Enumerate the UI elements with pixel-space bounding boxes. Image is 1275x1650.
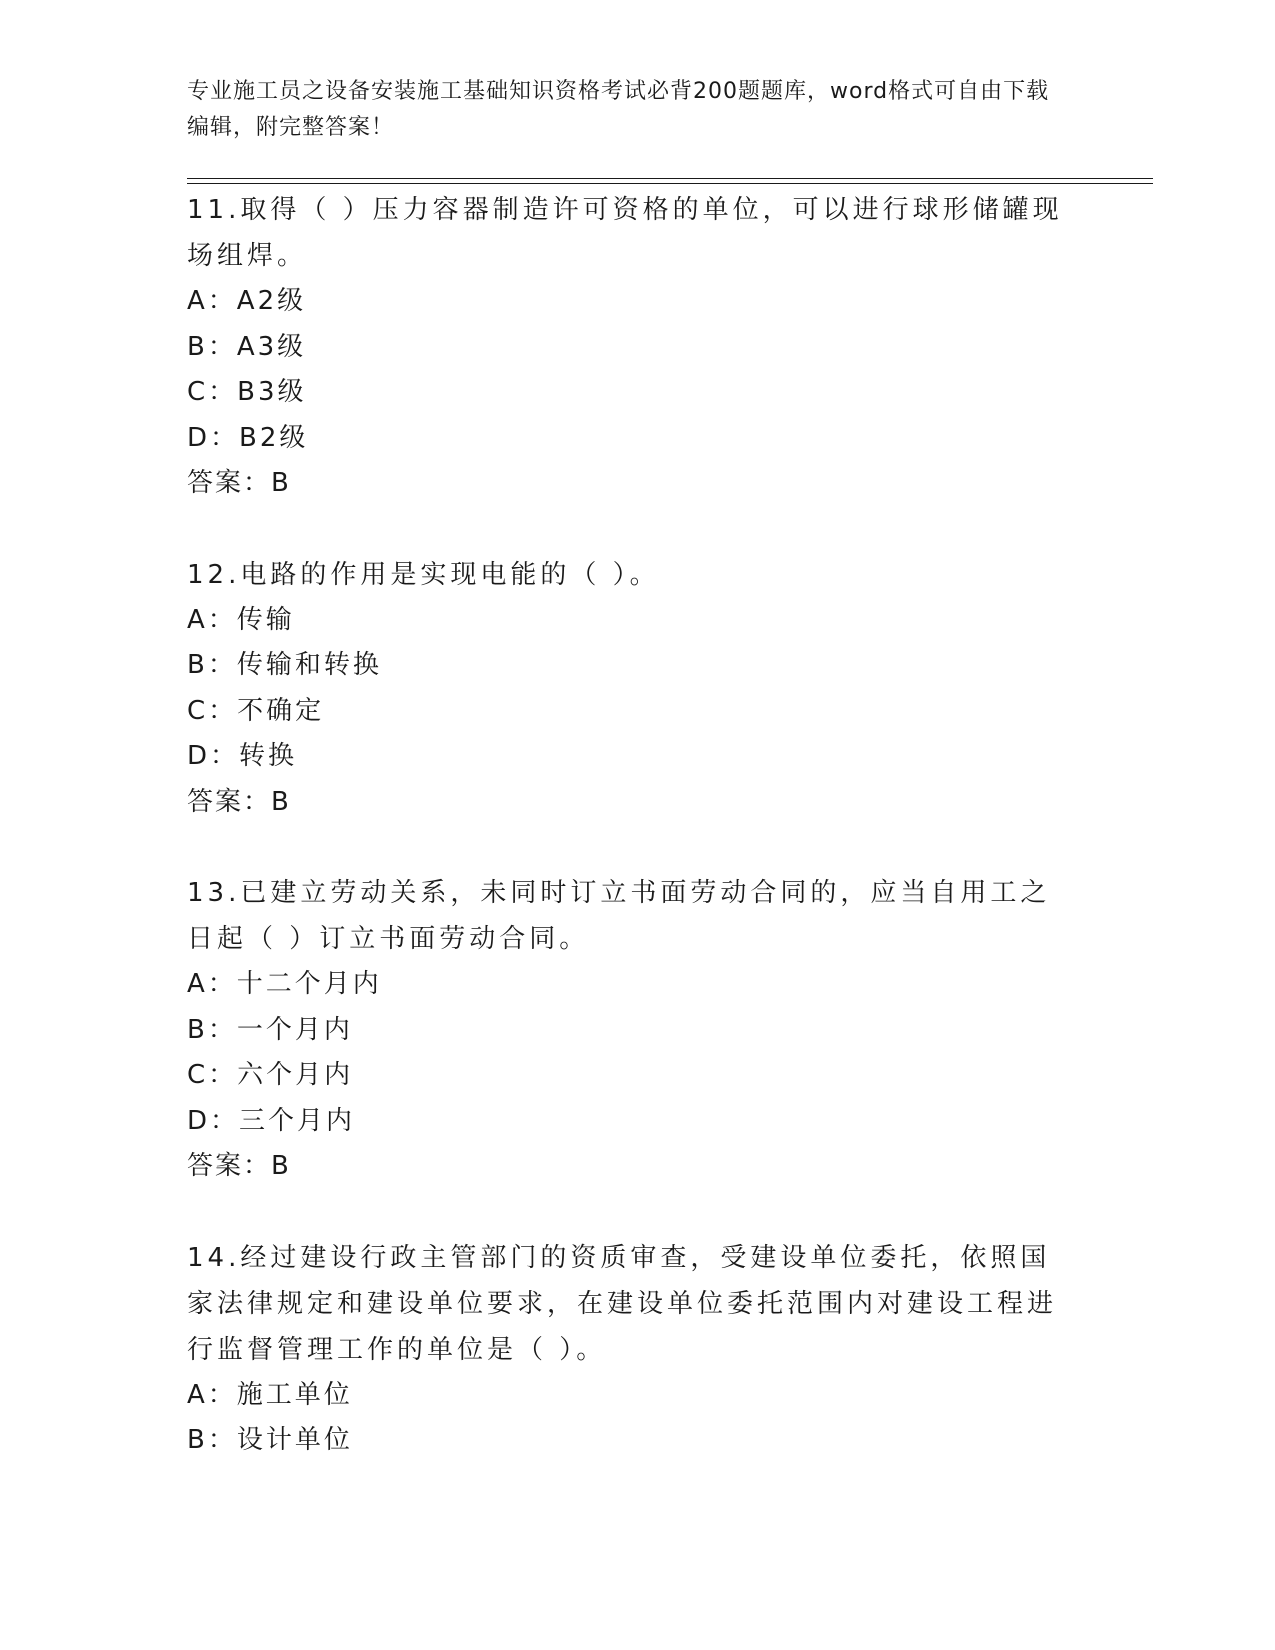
option-c: C：六个月内 — [187, 1060, 354, 1090]
document-header: 专业施工员之设备安装施工基础知识资格考试必背200题题库，word格式可自由下载编辑，附完整答案！ — [187, 79, 1050, 140]
question-text: 13.已建立劳动关系，未同时订立书面劳动合同的，应当自用工之日起（ ）订立书面劳动合同。 — [187, 878, 1051, 954]
option-d: D：三个月内 — [187, 1105, 356, 1136]
option-c: C：B3级 — [187, 377, 307, 407]
answer: 答案：B — [187, 1151, 291, 1181]
question-text: 12.电路的作用是实现电能的（ ）。 — [187, 559, 660, 590]
question-list — [187, 187, 1077, 1509]
question-12 — [187, 552, 1077, 826]
option-d: D：B2级 — [187, 422, 309, 453]
option-c: C：不确定 — [187, 695, 325, 726]
question-text: 11.取得（ ）压力容器制造许可资格的单位，可以进行球形储罐现场组焊。 — [187, 195, 1063, 271]
option-a: A：A2级 — [187, 286, 307, 316]
header-divider-top — [187, 178, 1153, 179]
option-a: A：传输 — [187, 604, 295, 635]
header-divider-bottom — [187, 183, 1153, 184]
question-text: 14.经过建设行政主管部门的资质审查，受建设单位委托，依照国家法律规定和建设单位要求，在建设单位委托范围内对建设工程进行监督管理工作的单位是（ ）。 — [187, 1242, 1058, 1365]
answer: 答案：B — [187, 786, 291, 817]
option-b: B：传输和转换 — [187, 650, 382, 680]
option-d: D：转换 — [187, 741, 298, 771]
option-a: A：十二个月内 — [187, 969, 382, 999]
question-11 — [187, 187, 1077, 507]
option-b: B：设计单位 — [187, 1425, 353, 1455]
answer: 答案：B — [187, 468, 291, 498]
option-a: A：施工单位 — [187, 1379, 353, 1410]
option-b: B：A3级 — [187, 331, 307, 362]
question-14 — [187, 1235, 1077, 1464]
question-13 — [187, 870, 1077, 1190]
option-b: B：一个月内 — [187, 1014, 353, 1045]
